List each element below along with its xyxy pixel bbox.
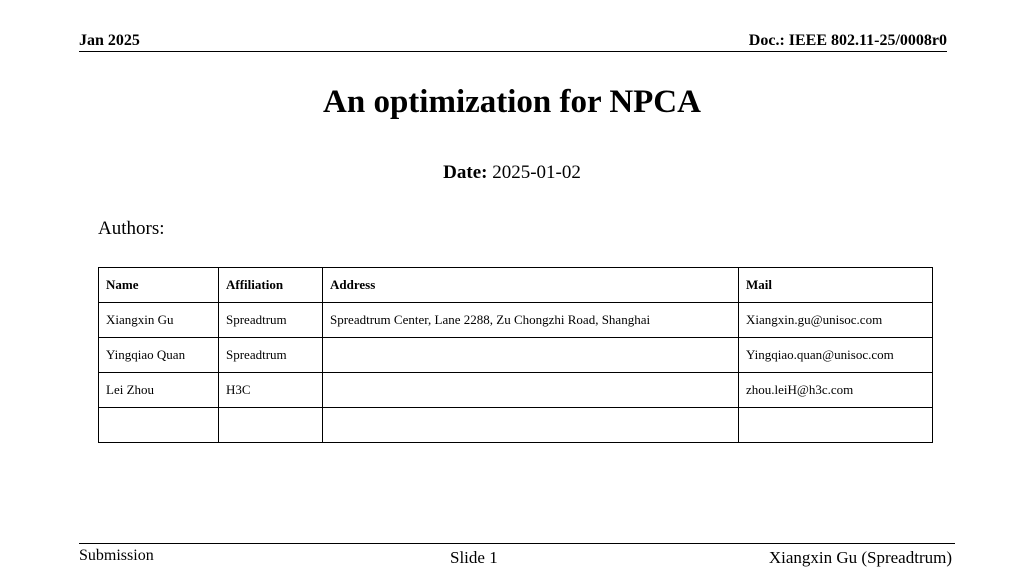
footer-author: Xiangxin Gu (Spreadtrum) <box>768 548 952 567</box>
date-label: Date: <box>443 162 488 183</box>
header-name: Name <box>99 268 219 303</box>
footer-slide-number: Slide 1 <box>450 548 498 567</box>
cell-affiliation <box>219 408 323 443</box>
cell-mail <box>739 408 933 443</box>
cell-address <box>323 373 739 408</box>
authors-label: Authors: <box>98 218 165 239</box>
table-row <box>99 303 933 338</box>
date-line <box>0 162 1024 184</box>
cell-affiliation: Spreadtrum <box>219 338 323 373</box>
slide-title: An optimization for NPCA <box>323 84 701 120</box>
cell-name: Xiangxin Gu <box>99 303 219 338</box>
table-header-row <box>99 268 933 303</box>
header-mail: Mail <box>739 268 933 303</box>
header-doc-id: Doc.: IEEE 802.11-25/0008r0 <box>748 32 947 49</box>
cell-address <box>323 338 739 373</box>
cell-mail: Xiangxin.gu@unisoc.com <box>739 303 933 338</box>
footer-divider <box>79 543 955 544</box>
cell-affiliation: H3C <box>219 373 323 408</box>
cell-name <box>99 408 219 443</box>
cell-name: Lei Zhou <box>99 373 219 408</box>
cell-mail: Yingqiao.quan@unisoc.com <box>739 338 933 373</box>
cell-mail: zhou.leiH@h3c.com <box>739 373 933 408</box>
header-address: Address <box>323 268 739 303</box>
authors-table <box>98 267 933 443</box>
cell-address: Spreadtrum Center, Lane 2288, Zu Chongzhi Road, Shanghai <box>323 303 739 338</box>
cell-name: Yingqiao Quan <box>99 338 219 373</box>
cell-affiliation: Spreadtrum <box>219 303 323 338</box>
table-row <box>99 408 933 443</box>
header-affiliation: Affiliation <box>219 268 323 303</box>
cell-address <box>323 408 739 443</box>
date-value: 2025-01-02 <box>492 162 581 183</box>
header-divider <box>79 51 947 52</box>
table-row <box>99 338 933 373</box>
footer-submission: Submission <box>79 547 154 564</box>
table-row <box>99 373 933 408</box>
header-date: Jan 2025 <box>79 32 140 49</box>
